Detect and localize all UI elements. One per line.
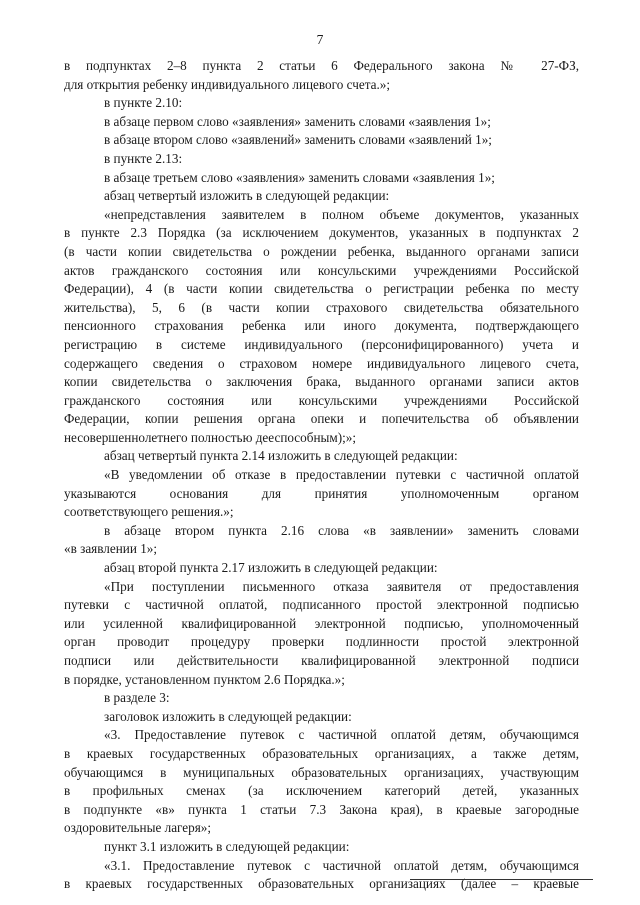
text-line: абзац четвертый изложить в следующей редакции:	[104, 188, 390, 204]
text-line: абзац второй пункта 2.17 изложить в следующей редакции:	[104, 560, 438, 576]
text-line: Федерации), 4 (в части копии свидетельства о регистрации ребенка по месту	[64, 281, 579, 297]
text-line: «в заявлении 1»;	[64, 541, 158, 557]
text-line: в пункте 2.10:	[104, 95, 183, 111]
page-number: 7	[316, 32, 324, 47]
text-line: регистрацию в системе индивидуального (персонифицированного) учета и	[64, 336, 579, 352]
text-line: жительства), 5, 6 (в части копии страхового свидетельства обязательного	[64, 299, 579, 315]
text-line: гражданского состояния или консульскими учреждениями Российской	[64, 392, 579, 408]
text-line: соответствующего решения.»;	[64, 504, 234, 520]
text-line: или усиленной квалифицированной электронной подписью, уполномоченный	[64, 615, 579, 631]
text-line: подписи или действительности квалифицированной электронной подписи	[64, 653, 579, 668]
text-line: в абзаце третьем слово «заявления» заменить словами «заявления 1»;	[104, 169, 495, 185]
document-body	[64, 57, 579, 894]
text-line: для открытия ребенку индивидуального лицевого счета.»;	[64, 76, 391, 92]
text-line: указываются основания для принятия уполномоченным органом	[64, 485, 579, 501]
text-line: несовершеннолетнего полностью дееспособным);»;	[64, 429, 357, 445]
text-line: путевки с частичной оплатой, подписанного простой электронной подписью	[64, 597, 579, 613]
text-line: в абзаце первом слово «заявления» заменить словами «заявления 1»;	[104, 113, 491, 129]
text-line: в порядке, установленном пунктом 2.6 Порядка.»;	[64, 671, 345, 687]
text-line: обучающимся в муниципальных образовательных организациях, участвующим	[64, 764, 579, 780]
text-line: абзац четвертый пункта 2.14 изложить в следующей редакции:	[104, 448, 458, 464]
text-line: в краевых государственных образовательных организациях (далее – краевые	[64, 876, 579, 892]
text-line: в абзаце втором слово «заявлений» заменить словами «заявлений 1»;	[104, 132, 492, 148]
text-line: в подпункте «в» пункта 1 статьи 7.3 Закона края), в краевые загородные	[64, 801, 579, 817]
text-line: «При поступлении письменного отказа заявителя от предоставления	[104, 578, 579, 594]
text-line: «непредставления заявителем в полном объеме документов, указанных	[104, 206, 579, 222]
text-line: «В уведомлении об отказе в предоставлении путевки с частичной оплатой	[104, 467, 579, 483]
text-line: в абзаце втором пункта 2.16 слова «в заявлении» заменить словами	[104, 522, 579, 538]
text-line: пенсионного страхования ребенка или иного документа, подтверждающего	[64, 318, 579, 334]
text-line: «3.1. Предоставление путевок с частичной оплатой детям, обучающимся	[104, 857, 579, 873]
text-line: копии свидетельства о заключения брака, выданного органами записи актов	[64, 374, 579, 390]
text-line: содержащего сведения о страховом номере индивидуального лицевого счета,	[64, 355, 579, 371]
text-line: актов гражданского состояния или консульскими учреждениями Российской	[64, 262, 579, 278]
text-line: в пункте 2.3 Порядка (за исключением документов, указанных в подпунктах 2	[64, 225, 579, 241]
text-line: в профильных сменах (за исключением категорий детей, указанных	[64, 783, 579, 799]
text-line: в краевых государственных образовательных организациях, а также детям,	[64, 745, 579, 761]
text-line: заголовок изложить в следующей редакции:	[104, 708, 352, 724]
text-line: орган проводит процедуру проверки подлинности простой электронной	[64, 634, 579, 650]
text-line: пункт 3.1 изложить в следующей редакции:	[104, 838, 350, 854]
text-line: в подпунктах 2–8 пункта 2 статьи 6 Федерального закона № 27-ФЗ,	[64, 58, 579, 73]
text-line: в пункте 2.13:	[104, 150, 183, 166]
text-line: оздоровительные лагеря»;	[64, 820, 212, 836]
text-line: «3. Предоставление путевок с частичной оплатой детям, обучающимся	[104, 727, 579, 743]
text-line: (в части копии свидетельства о рождении ребенка, выданного органами записи	[64, 243, 579, 259]
footer-rule	[410, 879, 593, 880]
text-line: в разделе 3:	[104, 690, 170, 706]
text-line: Федерации, копии решения органа опеки и попечительства об объявлении	[64, 411, 579, 427]
